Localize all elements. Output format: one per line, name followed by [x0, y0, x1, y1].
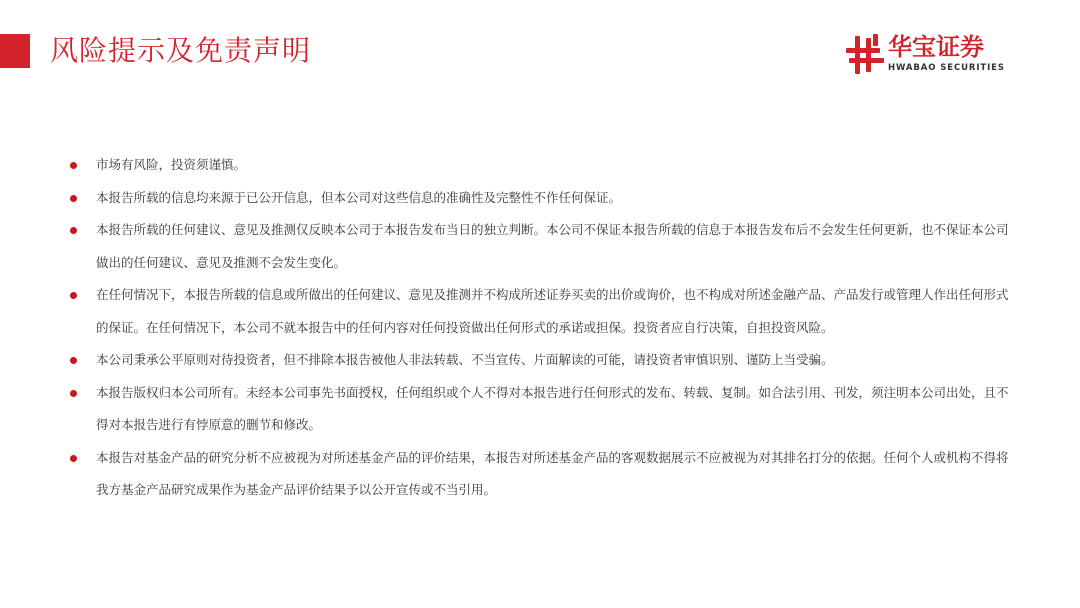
bullet-dot-icon [70, 292, 77, 299]
list-item [68, 182, 1018, 215]
disclaimer-list [68, 149, 1018, 507]
title-accent-bar [0, 34, 30, 68]
disclaimer-text: 市场有风险，投资须谨慎。 [96, 157, 247, 172]
disclaimer-text: 本公司秉承公平原则对待投资者，但不排除本报告被他人非法转载、不当宣传、片面解读的可能，请投资者审慎识别、谨防上当受骗。 [96, 352, 834, 367]
list-item [68, 442, 1018, 507]
logo-name-en: HWABAO SECURITIES [888, 63, 1005, 73]
list-item [68, 214, 1018, 279]
bullet-dot-icon [70, 195, 77, 202]
disclaimer-text: 本报告版权归本公司所有。未经本公司事先书面授权，任何组织或个人不得对本报告进行任何形式的发布、转载、复制。如合法引用、刊发，须注明本公司出处，且不得对本报告进行有悖原意的删节和修改。 [96, 384, 1009, 432]
list-item [68, 344, 1018, 377]
list-item [68, 149, 1018, 182]
bullet-dot-icon [70, 390, 77, 397]
disclaimer-text: 在任何情况下，本报告所载的信息或所做出的任何建议、意见及推测并不构成所述证券买卖的出价或询价，也不构成对所述金融产品、产品发行或管理人作出任何形式的保证。在任何情况下，本公司不就本报告中的任何内容对任何投资做出任何形式的承诺或担保。投资者应自行决策，自担投资风险。 [96, 287, 1009, 335]
bullet-dot-icon [70, 162, 77, 169]
hwabao-logo-icon [846, 34, 884, 76]
page-title: 风险提示及免责声明 [50, 34, 312, 67]
disclaimer-text: 本报告对基金产品的研究分析不应被视为对所述基金产品的评价结果，本报告对所述基金产品的客观数据展示不应被视为对其排名打分的依据。任何个人或机构不得将我方基金产品研究成果作为基金产品评价结果予以公开宣传或不当引用。 [96, 449, 1009, 497]
bullet-dot-icon [70, 357, 77, 364]
disclaimer-text: 本报告所载的任何建议、意见及推测仅反映本公司于本报告发布当日的独立判断。本公司不保证本报告所载的信息于本报告发布后不会发生任何更新，也不保证本公司做出的任何建议、意见及推测不会发生变化。 [96, 222, 1009, 270]
disclaimer-text: 本报告所载的信息均来源于已公开信息，但本公司对这些信息的准确性及完整性不作任何保证。 [96, 189, 622, 205]
bullet-dot-icon [70, 227, 77, 234]
list-item [68, 377, 1018, 442]
logo-name-cn: 华宝证券 [888, 33, 984, 61]
list-item [68, 279, 1018, 344]
company-logo [846, 34, 1036, 76]
bullet-dot-icon [70, 455, 77, 462]
